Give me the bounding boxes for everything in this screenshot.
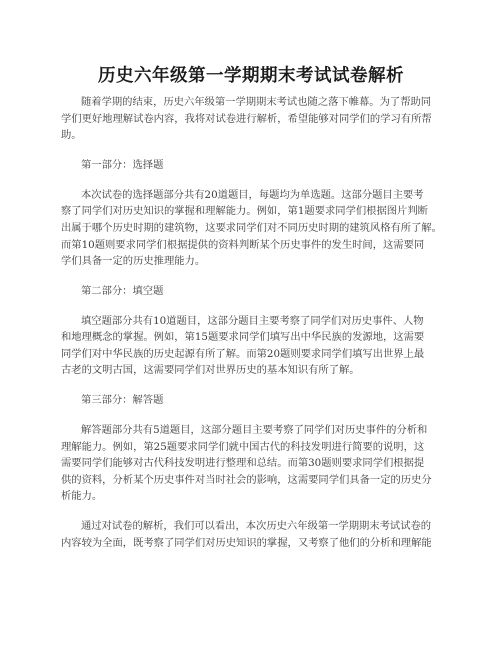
text-line: 学们更好地理解试卷内容，我将对试卷进行解析，希望能够对同学们的学习有所帮 bbox=[61, 112, 432, 125]
section-paragraph bbox=[61, 313, 445, 379]
text-line: 解答题部分共有5道题目，这部分题目主要考察了同学们对历史事件的分析和 bbox=[81, 424, 428, 437]
text-line: 供的资料，分析某个历史事件对当时社会的影响，这需要同学们具备一定的历史分 bbox=[61, 473, 432, 486]
section-heading: 第三部分：解答题 bbox=[81, 394, 164, 407]
text-line: 学们具备一定的历史推理能力。 bbox=[61, 255, 206, 268]
conclusion-paragraph bbox=[61, 518, 445, 551]
text-line: 填空题部分共有10道题目，这部分题目主要考察了同学们对历史事件、人物 bbox=[81, 314, 424, 327]
page-title: 历史六年级第一学期期末考试试卷解析 bbox=[98, 66, 404, 86]
document-body bbox=[61, 94, 445, 551]
text-line: 察了同学们对历史知识的掌握和理解能力。例如，第1题要求同学们根据图片判断 bbox=[61, 205, 428, 218]
text-line: 通过对试卷的解析，我们可以看出，本次历史六年级第一学期期末考试试卷的 bbox=[81, 520, 432, 533]
text-line: 需要同学们能够对古代科技发明进行整理和总结。而第30题则要求同学们根据提 bbox=[61, 457, 425, 470]
section-heading: 第一部分：选择题 bbox=[81, 158, 164, 171]
text-line: 析能力。 bbox=[61, 490, 103, 503]
text-line: 理解能力。例如，第25题要求同学们就中国古代的科技发明进行简要的说明，这 bbox=[61, 440, 425, 453]
intro-paragraph bbox=[61, 94, 445, 144]
section-paragraph bbox=[61, 422, 445, 505]
text-line: 古老的文明古国，这需要同学们对世界历史的基本知识有所了解。 bbox=[61, 364, 360, 377]
text-line: 而第10题则要求同学们根据提供的资料判断某个历史事件的发生时间，这需要同 bbox=[61, 238, 425, 251]
text-line: 和地理概念的掌握。例如，第15题要求同学们填写出中华民族的发源地，这需要 bbox=[61, 331, 425, 344]
text-line: 内容较为全面，既考察了同学们对历史知识的掌握，又考察了他们的分析和理解能 bbox=[61, 536, 432, 549]
text-line: 出属于哪个历史时期的建筑物，这要求同学们对不同历史时期的建筑风格有所了解。 bbox=[61, 221, 442, 234]
section-heading: 第二部分：填空题 bbox=[81, 284, 164, 297]
text-line: 同学们对中华民族的历史起源有所了解。而第20题则要求同学们填写出世界上最 bbox=[61, 347, 425, 360]
section-paragraph bbox=[61, 187, 445, 270]
text-line: 本次试卷的选择题部分共有20道题目，每题均为单选题。这部分题目主要考 bbox=[81, 188, 424, 201]
text-line: 随着学期的结束，历史六年级第一学期期末考试也随之落下帷幕。为了帮助同 bbox=[81, 96, 432, 108]
text-line: 助。 bbox=[61, 129, 82, 142]
